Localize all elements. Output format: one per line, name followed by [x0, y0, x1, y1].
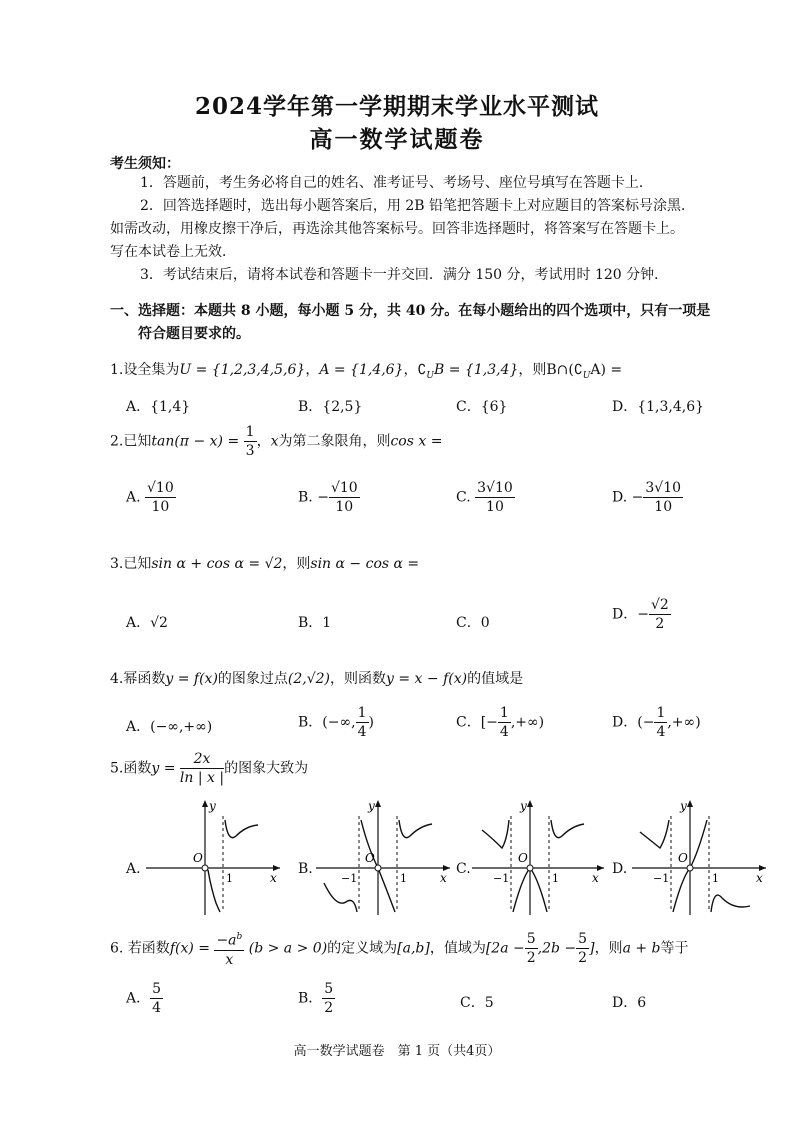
- q5-option-b-label: B.: [298, 861, 313, 877]
- x-axis-label: x: [440, 871, 447, 885]
- q3-option-d: D．− $\frac{√2}{2}$: [612, 597, 669, 632]
- q4-option-b: B．(−∞, $\frac{1}{4}$ ): [298, 705, 374, 740]
- x-axis-label: x: [756, 871, 763, 885]
- q5-option-a-label: A.: [126, 861, 141, 877]
- q5-option-d-label: D.: [612, 861, 628, 877]
- origin-label: O: [365, 851, 375, 865]
- origin-label: O: [518, 851, 528, 865]
- page-subtitle: 高一数学试题卷: [309, 126, 485, 153]
- q5-graph-b: [316, 798, 456, 916]
- tick-label: 1: [400, 872, 407, 885]
- tick-label: 1: [226, 872, 233, 885]
- q6-option-c: C．5: [460, 995, 494, 1011]
- notice-item-3: 3．考试结束后，请将本试卷和答题卡一并交回．满分 150 分，考试用时 120 分钟．: [140, 267, 669, 283]
- q2-option-b: B. − $\frac{√10}{10}$: [298, 480, 358, 515]
- question-3-stem: 3.已知sin α + cos α = √2，则sin α − cos α =: [110, 556, 420, 572]
- section-heading-cont: 符合题目要求的。: [138, 326, 250, 342]
- q1-option-a: A．{1,4}: [126, 399, 191, 415]
- q4-option-c: C．[− $\frac{1}{4}$ ,+∞): [456, 705, 545, 740]
- origin-label: O: [678, 851, 688, 865]
- q4-option-a: A．(−∞,+∞): [126, 719, 213, 735]
- notice-item-2: 2．回答选择题时，选出每小题答案后，用 2B 铅笔把答题卡上对应题目的答案标号涂黑．: [140, 198, 696, 214]
- tick-label: 1: [552, 872, 559, 885]
- notice-item-2-cont2: 写在本试卷上无效．: [110, 244, 236, 260]
- question-6-stem: 6. 若函数f(x) = $\frac{-a^b}{x}$ (b > a > 0)的定义域为[a,b]，值域为[2a − $\frac{5}{2}$ ,2b − $\frac{5}{2}$ ]，则a + b等于: [110, 928, 689, 969]
- question-5-stem: 5.函数y = $\frac{2x}{\ln | x |}$ 的图象大致为: [110, 751, 309, 786]
- q3-option-c: C．0: [456, 615, 490, 631]
- section-heading: 一、选择题：本题共 8 小题，每小题 5 分，共 40 分。在每小题给出的四个选项中，只有一项是: [110, 303, 711, 319]
- q1-option-b: B．{2,5}: [298, 399, 363, 415]
- question-4-stem: 4.幂函数y = f(x)的图象过点(2,√2)，则函数y = x − f(x)的值域是: [110, 671, 524, 687]
- q6-option-a: A． $\frac{5}{4}$: [126, 981, 162, 1016]
- notice-heading: 考生须知：: [110, 156, 180, 172]
- q5-option-c-label: C.: [456, 861, 471, 877]
- q2-option-d: D. − $\frac{3√10}{10}$: [612, 480, 682, 515]
- q5-graph-c: [472, 798, 608, 916]
- notice-item-1: 1．答题前，考生务必将自己的姓名、准考证号、考场号、座位号填写在答题卡上．: [140, 175, 653, 191]
- y-axis-label: y: [209, 799, 216, 813]
- q2-fraction: $\frac{1}{3}$: [245, 424, 255, 459]
- q2-option-a: A. $\frac{√10}{10}$: [126, 480, 174, 515]
- notice-item-2-cont: 如需改动，用橡皮擦干净后，再选涂其他答案标号。回答非选择题时，将答案写在答题卡上。: [110, 221, 684, 237]
- q1-option-d: D．{1,3,4,6}: [612, 399, 705, 415]
- q4-option-d: D．(− $\frac{1}{4}$ ,+∞): [612, 705, 701, 740]
- q2-option-c: C. $\frac{3√10}{10}$: [456, 480, 513, 515]
- q5-graph-d: [632, 798, 772, 916]
- q6-option-b: B． $\frac{5}{2}$: [298, 981, 334, 1016]
- origin-label: O: [193, 851, 203, 865]
- question-2-stem: 2.已知tan(π − x) = $\frac{1}{3}$ ，x为第二象限角，则cos x =: [110, 424, 443, 459]
- tick-label-neg: −1: [493, 872, 510, 885]
- page-title: 2024学年第一学期期末学业水平测试: [194, 93, 599, 120]
- q5-graph-a: [146, 798, 284, 916]
- tick-label: 1: [712, 872, 719, 885]
- y-axis-label: y: [368, 799, 375, 813]
- x-axis-label: x: [592, 871, 599, 885]
- question-1-stem: 1.设全集为U = {1,2,3,4,5,6}，A = {1,4,6}，$∁_UB = \{1,3,4\}$，则$B\cap(∁_UA)$ =: [110, 362, 623, 381]
- page-footer: 高一数学试题卷 第 1 页（共4页）: [293, 1044, 501, 1059]
- x-axis-label: x: [270, 871, 277, 885]
- q3-option-b: B．1: [298, 615, 332, 631]
- tick-label-neg: −1: [341, 872, 358, 885]
- q1-option-c: C．{6}: [456, 399, 508, 415]
- y-axis-label: y: [520, 799, 527, 813]
- y-axis-label: y: [680, 799, 687, 813]
- q6-option-d: D．6: [612, 995, 647, 1011]
- q3-option-a: A．√2: [126, 615, 168, 631]
- tick-label-neg: −1: [653, 872, 670, 885]
